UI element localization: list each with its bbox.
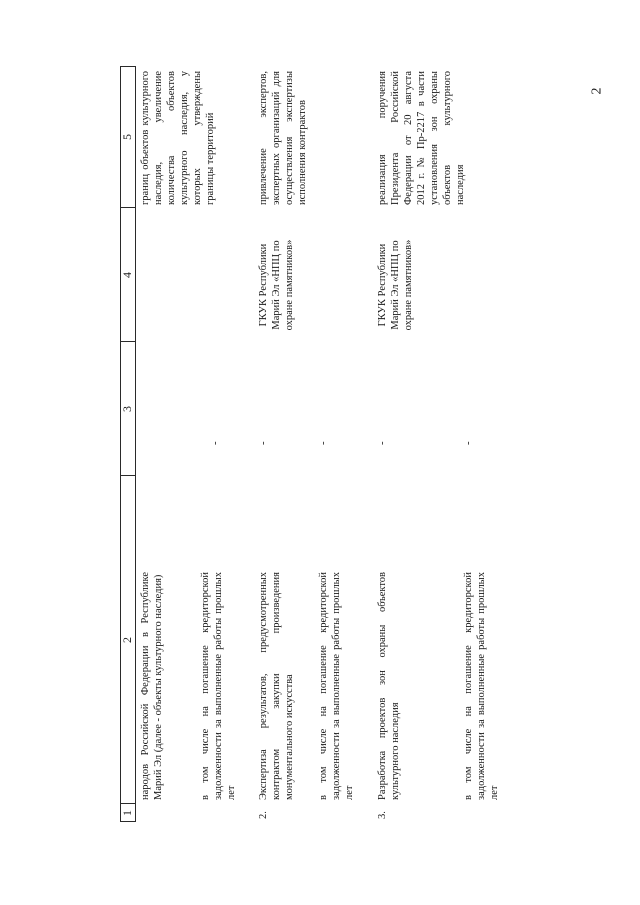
header-divider — [120, 475, 136, 476]
row2b-description: в том числе на погашение кредиторской задолженности за выполненные работы прошлых лет — [318, 572, 355, 800]
row2b-col3-dash: - — [317, 441, 329, 445]
column-number-4: 4 — [120, 272, 134, 278]
row2-executor: ГКУК Республики Марий Эл «НПЦ по охране памятников» — [258, 239, 295, 331]
column-number-2: 2 — [120, 637, 134, 643]
row3-description: Разработка проектов зон охраны объектов культурного наследия — [377, 572, 401, 800]
header-bottom-border — [135, 66, 136, 822]
row1b-col3-dash: - — [209, 441, 221, 445]
header-divider — [120, 821, 136, 822]
row2-result: привлечение экспертов, экспертных организаций для осуществления экспертизы исполнения контрактов — [258, 71, 308, 205]
page-number: 2 — [589, 87, 605, 95]
row3b-description: в том числе на погашение кредиторской задолженности за выполненные работы прошлых лет — [463, 572, 500, 800]
row3-number: 3. — [377, 811, 388, 819]
header-divider — [120, 341, 136, 342]
header-divider — [120, 803, 136, 804]
row3-executor: ГКУК Республики Марий Эл «НПЦ по охране памятников» — [377, 239, 414, 331]
column-number-5: 5 — [120, 134, 134, 140]
row1-result: границ объектов культурного наследия, увеличение количества объектов культурного наследия, у которых утверждены границы территорий — [140, 71, 216, 205]
column-number-3: 3 — [120, 406, 134, 412]
row3b-col3-dash: - — [462, 441, 474, 445]
row2-col3-dash: - — [257, 441, 269, 445]
header-divider — [120, 66, 136, 67]
table-sheet — [120, 66, 522, 822]
row1-description: народов Российской Федерации в Республике Марий Эл (далее - объекты культурного наследия) — [140, 572, 164, 800]
row2-number: 2. — [258, 811, 269, 819]
row2-description: Экспертиза результатов, предусмотренных контрактом закупки произведения монументального искусства — [258, 572, 295, 800]
row3-result: реализация поручения Президента Российской Федерации от 20 августа 2012 г. № Пр-2217 в части установления зон охраны объектов культурного наследия — [377, 71, 466, 205]
row1b-description: в том числе на погашение кредиторской задолженности за выполненные работы прошлых лет — [200, 572, 237, 800]
row3-col3-dash: - — [376, 441, 388, 445]
column-number-1: 1 — [120, 810, 134, 816]
header-divider — [120, 207, 136, 208]
